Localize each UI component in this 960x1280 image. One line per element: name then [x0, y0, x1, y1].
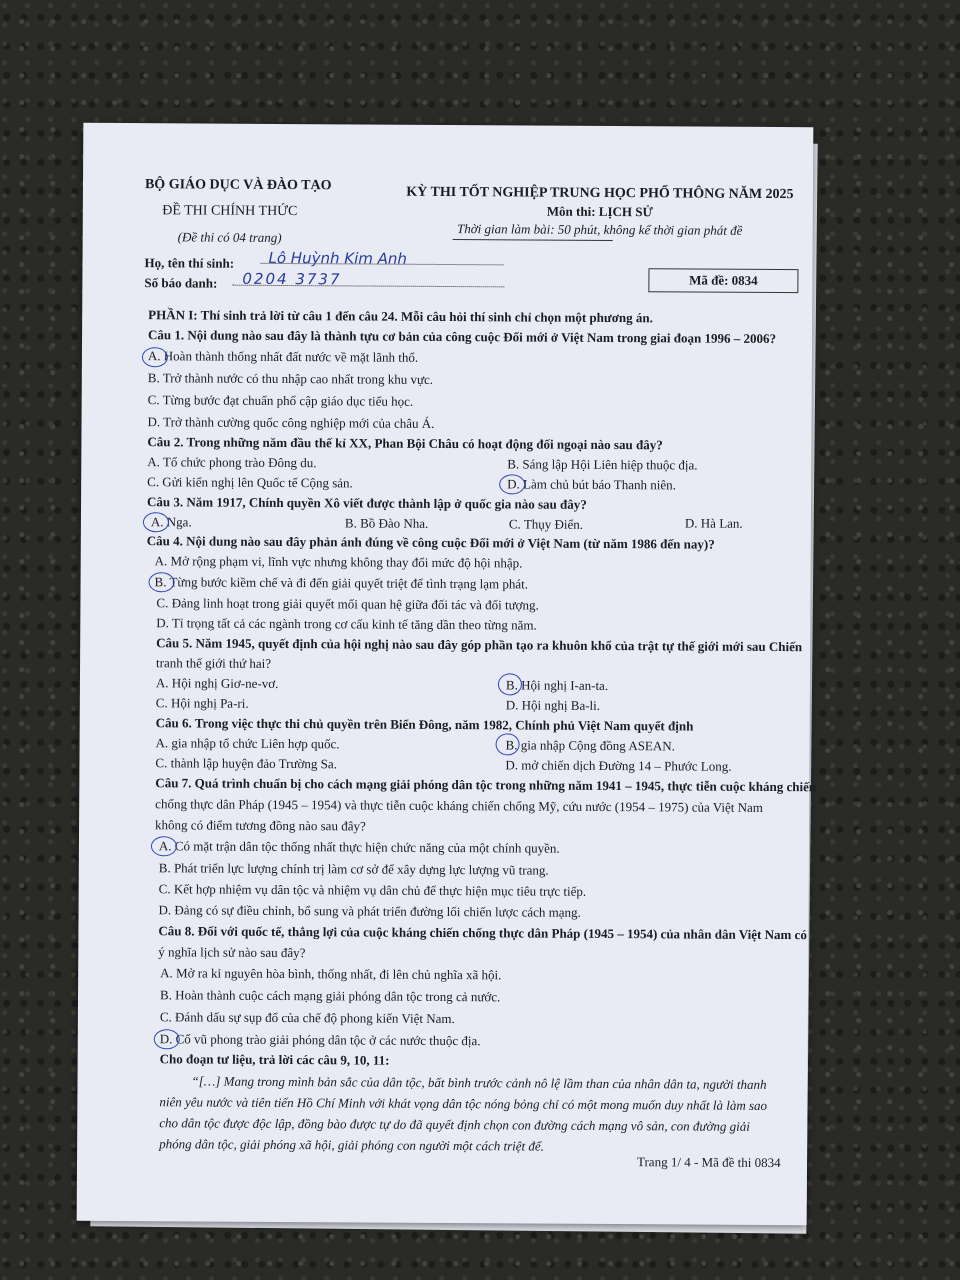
q6-option-c[interactable]: C. thành lập huyện đảo Trường Sa.: [155, 755, 337, 772]
q7-option-b[interactable]: B. Phát triển lực lượng chính trị làm cơ sở để xây dựng lực lượng vũ trang.: [158, 860, 549, 878]
pages-note: (Đề thi có 04 trang): [177, 229, 282, 245]
q8-option-a[interactable]: A. Mở ra kỉ nguyên hòa bình, thống nhất, đi lên chủ nghĩa xã hội.: [160, 965, 502, 983]
q3-option-c[interactable]: C. Thụy Điển.: [508, 516, 584, 532]
exam-code-box: Mã đề: 0834: [648, 268, 798, 293]
name-handwriting: Lô Huỳnh Kim Anh: [268, 248, 407, 268]
id-handwriting: 0204 3737: [242, 269, 342, 289]
q4-stem: Câu 4. Nội dung nào sau đây phản ánh đúng về công cuộc Đổi mới ở Việt Nam (từ năm 1986 đến nay)?: [146, 533, 715, 552]
q5-stem-line2: tranh thế giới thứ hai?: [156, 655, 272, 671]
answer-circle: [499, 474, 525, 494]
q8-option-c[interactable]: C. Đánh dấu sự sụp đổ của chế độ phong kiến Việt Nam.: [159, 1009, 455, 1027]
q8-option-d[interactable]: D. Cổ vũ phong trào giải phóng dân tộc ở các nước thuộc địa.: [159, 1031, 481, 1049]
q1-option-b[interactable]: B. Trở thành nước có thu nhập cao nhất trong khu vực.: [147, 370, 434, 387]
q5-stem-line1: Câu 5. Năm 1945, quyết định của hội nghị nào sau đây góp phần tạo ra khuôn khổ của trật tự thế giới mới sau Chiến: [156, 635, 803, 655]
q4-option-c[interactable]: C. Đảng linh hoạt trong giải quyết mối quan hệ giữa đối tác và đối tượng.: [156, 595, 539, 613]
q3-option-d[interactable]: D. Hà Lan.: [684, 515, 743, 531]
q7-option-a[interactable]: A. Có mặt trận dân tộc thống nhất thực hiện chức năng của một chính quyền.: [158, 838, 560, 856]
q2-option-b[interactable]: B. Sáng lập Hội Liên hiệp thuộc địa.: [507, 456, 698, 473]
answer-circle: [496, 733, 520, 755]
name-label: Họ, tên thí sinh:: [144, 255, 235, 271]
q1-stem: Câu 1. Nội dung nào sau đây là thành tựu cơ bản của công cuộc Đổi mới ở Việt Nam trong giai đoạn 1996 – 2006?: [148, 327, 777, 347]
q7-option-d[interactable]: D. Đảng có sự điều chỉnh, bổ sung và phát triển đường lối chiến lược cách mạng.: [158, 902, 581, 920]
q5-option-b[interactable]: B. Hội nghị I-an-ta.: [505, 677, 609, 693]
passage-line3: cho dân tộc được độc lập, đồng bào được tự do đã quyết định chọn con đường cách mạng vô sản, con đường giải: [159, 1115, 750, 1134]
q4-option-b[interactable]: B. Từng bước kiềm chế và đi đến giải quyết triệt để tình trạng lạm phát.: [154, 574, 529, 592]
subject: Môn thi: LỊCH SỬ: [546, 203, 653, 220]
id-label: Số báo danh:: [144, 275, 218, 291]
q4-option-a[interactable]: A. Mở rộng phạm vi, lĩnh vực nhưng không thay đổi mức độ hội nhập.: [154, 553, 523, 571]
q5-option-a[interactable]: A. Hội nghị Giơ-ne-vơ.: [155, 675, 279, 691]
passage-line4: phóng dân tộc, giải phóng xã hội, giải phóng con người một cách triệt để.: [159, 1136, 545, 1154]
q6-stem: Câu 6. Trong việc thực thi chủ quyền trên Biển Đông, năm 1982, Chính phủ Việt Nam quyết định: [155, 715, 694, 734]
passage-line2: niên yêu nước và tiên tiến Hồ Chí Minh với khát vọng dân tộc nóng bỏng chỉ có một mong muốn duy nhất là làm sao: [159, 1094, 768, 1113]
page-footer: Trang 1/ 4 - Mã đề thi 0834: [636, 1154, 781, 1171]
q8-option-b[interactable]: B. Hoàn thành cuộc cách mạng giải phóng dân tộc trong cả nước.: [159, 987, 501, 1005]
q8-stem-line2: ý nghĩa lịch sử nào sau đây?: [158, 944, 306, 961]
q6-option-a[interactable]: A. gia nhập tổ chức Liên hợp quốc.: [155, 735, 340, 752]
answer-circle: [142, 347, 168, 367]
q7-stem-line1: Câu 7. Quá trình chuẩn bị cho cách mạng giải phóng dân tộc trong những năm 1941 – 1945, thực tiễn cuộc kháng chiến: [155, 775, 817, 795]
q1-option-d[interactable]: D. Trở thành cường quốc công nghiệp mới của châu Á.: [147, 414, 435, 431]
q3-option-a[interactable]: A. Nga.: [150, 514, 192, 530]
q7-stem-line2: chống thực dân Pháp (1945 – 1954) và thực tiễn cuộc kháng chiến chống Mỹ, cứu nước (1954 – 1975) của Việt Nam: [155, 796, 763, 815]
q2-stem: Câu 2. Trong những năm đầu thế kỉ XX, Phan Bội Châu có hoạt động đối ngoại nào sau đây?: [147, 434, 663, 453]
passage-line1: “[…] Mang trong mình bản sắc của dân tộc, bất bình trước cảnh nô lệ lầm than của nhân dân ta, người thanh: [191, 1073, 767, 1092]
part1-intro: PHẦN I: Thí sinh trả lời từ câu 1 đến câu 24. Mỗi câu hỏi thí sinh chỉ chọn một phương án.: [148, 307, 653, 326]
q2-option-a[interactable]: A. Tổ chức phong trào Đông du.: [147, 454, 317, 471]
q6-option-b[interactable]: B. gia nhập Cộng đồng ASEAN.: [505, 737, 675, 754]
answer-circle: [148, 572, 174, 592]
q1-option-c[interactable]: C. Từng bước đạt chuẩn phổ cập giáo dục tiểu học.: [147, 392, 414, 409]
q6-option-d[interactable]: D. mở chiến dịch Đường 14 – Phước Long.: [505, 757, 732, 774]
q2-option-c[interactable]: C. Gửi kiến nghị lên Quốc tế Cộng sản.: [147, 474, 353, 491]
answer-circle: [151, 836, 177, 856]
answer-circle: [498, 673, 522, 695]
q1-option-a[interactable]: A. Hoàn thành thống nhất đất nước về mặt lãnh thổ.: [147, 348, 419, 365]
q3-option-b[interactable]: B. Bồ Đào Nha.: [344, 515, 429, 531]
q5-option-c[interactable]: C. Hội nghị Pa-ri.: [155, 695, 249, 711]
exam-page: [77, 123, 817, 1225]
q4-option-d[interactable]: D. Tỉ trọng tất cả các ngành trong cơ cấu kinh tế tăng dần theo từng năm.: [156, 615, 537, 633]
q7-stem-line3: không có điểm tương đồng nào sau đây?: [155, 817, 366, 834]
answer-circle: [154, 1029, 180, 1049]
divider: [453, 239, 613, 241]
exam-title: KỲ THI TỐT NGHIỆP TRUNG HỌC PHỔ THÔNG NĂM 2025: [406, 184, 794, 203]
q7-option-c[interactable]: C. Kết hợp nhiệm vụ dân tộc và nhiệm vụ dân chủ để thực hiện mục tiêu trực tiếp.: [158, 881, 587, 899]
q8-stem-line1: Câu 8. Đối với quốc tế, thắng lợi của cuộc kháng chiến chống thực dân Pháp (1945 – 1954) của nhân dân Việt Nam có: [158, 923, 807, 943]
time-note: Thời gian làm bài: 50 phút, không kể thời gian phát đề: [456, 221, 743, 238]
official-label: ĐỀ THI CHÍNH THỨC: [162, 203, 298, 220]
q2-option-d[interactable]: D. Làm chủ bút báo Thanh niên.: [507, 476, 676, 493]
passage-intro: Cho đoạn tư liệu, trả lời các câu 9, 10, 11:: [159, 1051, 390, 1068]
answer-circle: [143, 512, 169, 532]
q3-stem: Câu 3. Năm 1917, Chính quyền Xô viết được thành lập ở quốc gia nào sau đây?: [147, 494, 587, 512]
q5-option-d[interactable]: D. Hội nghị Ba-li.: [505, 697, 601, 713]
ministry-title: BỘ GIÁO DỤC VÀ ĐÀO TẠO: [144, 177, 332, 194]
